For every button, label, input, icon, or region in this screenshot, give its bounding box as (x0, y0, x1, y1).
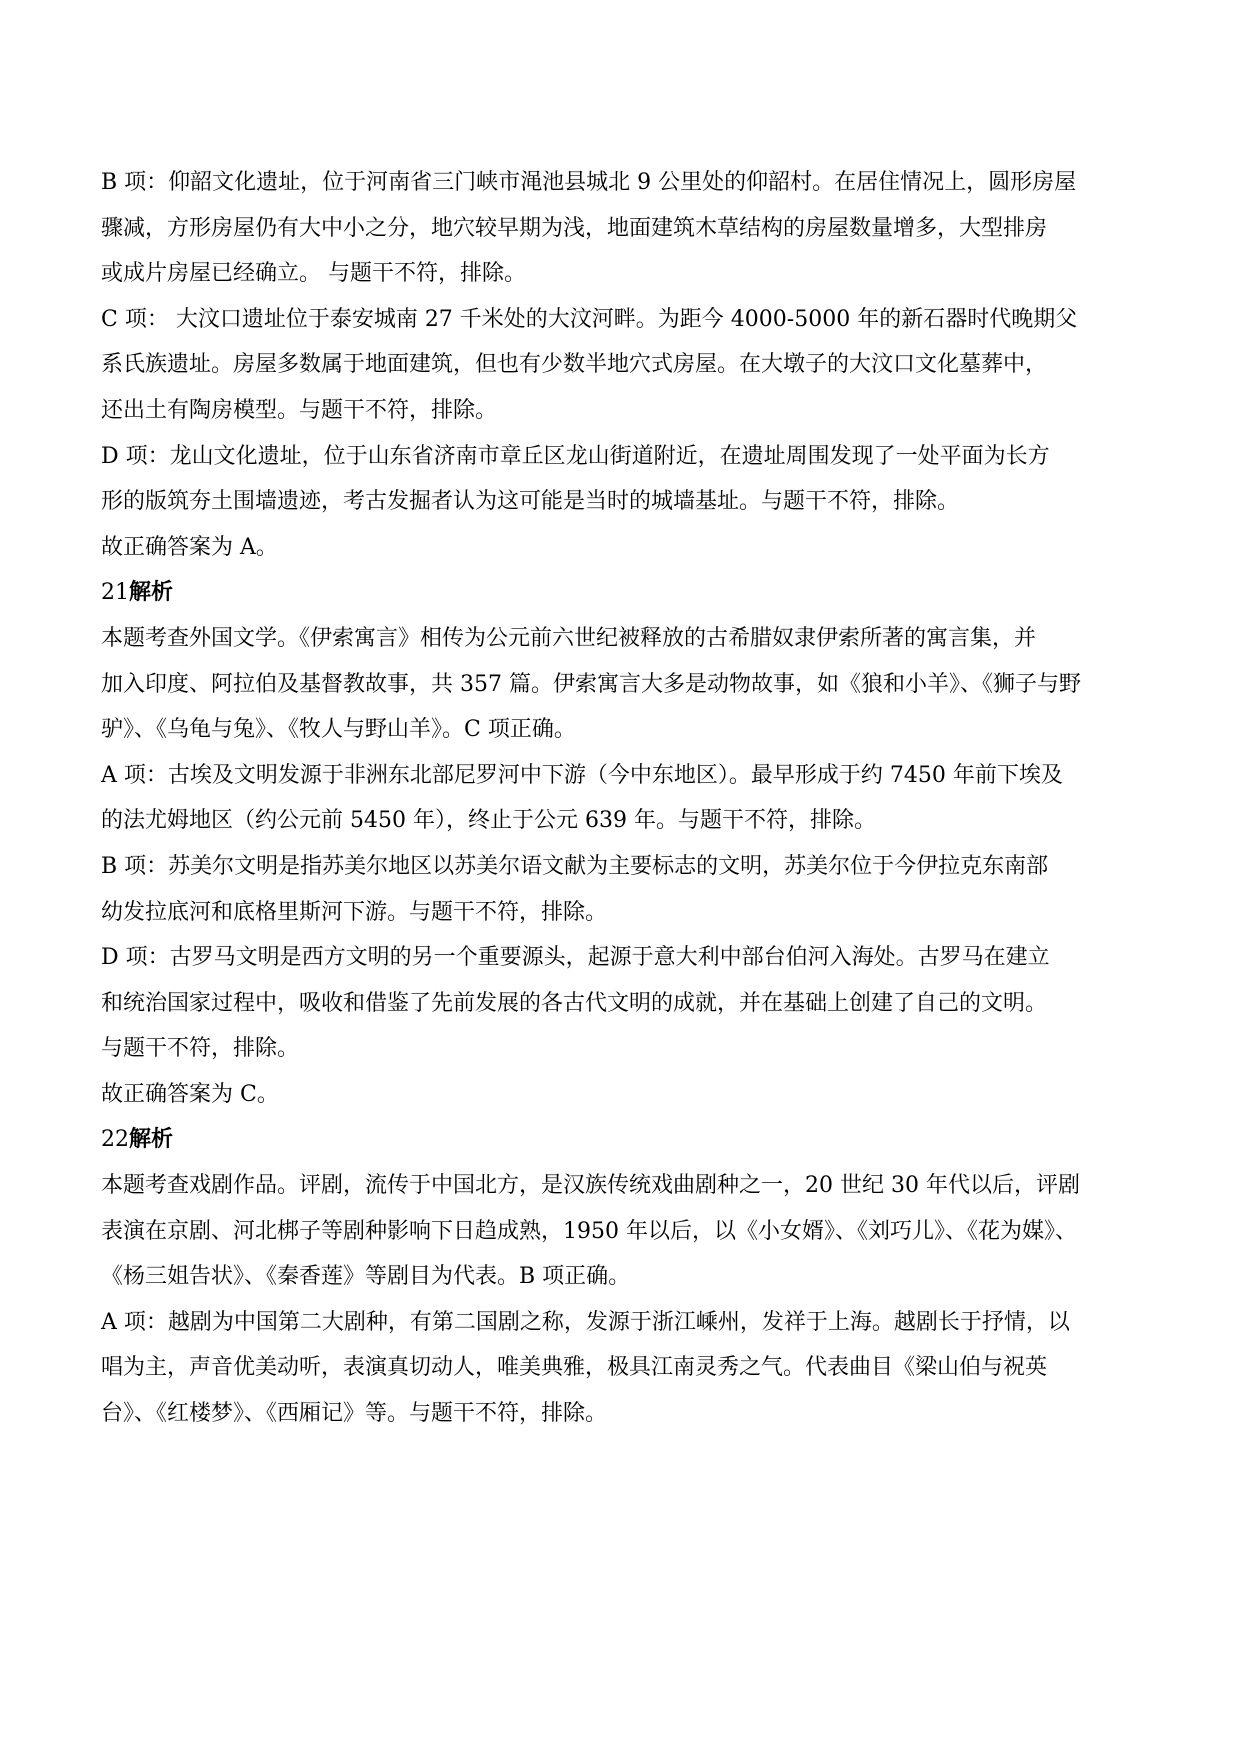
text-line: 和统治国家过程中，吸收和借鉴了先前发展的各古代文明的成就，并在基础上创建了自己的文明。 (101, 990, 1048, 1016)
paragraph (101, 1300, 1151, 1437)
section-label: 解析 (129, 1126, 174, 1153)
section-heading (101, 1117, 1151, 1163)
text-line: 故正确答案为 C。 (101, 1081, 279, 1107)
text-line: A 项：古埃及文明发源于非洲东北部尼罗河中下游（今中东地区）。最早形成于约 7450 年前下埃及 (101, 762, 1063, 788)
text-line: 《杨三姐告状》、《秦香莲》等剧目为代表。B 项正确。 (101, 1264, 631, 1290)
text-line: 本题考查外国文学。《伊索寓言》相传为公元前六世纪被释放的古希腊奴隶伊索所著的寓言集，并 (101, 625, 1037, 651)
paragraph (101, 1072, 1151, 1118)
text-line: D 项：古罗马文明是西方文明的另一个重要源头，起源于意大利中部台伯河入海处。古罗马在建立 (101, 945, 1050, 971)
section-label: 解析 (129, 579, 174, 606)
paragraph (101, 434, 1151, 525)
text-line: 故正确答案为 A。 (101, 534, 278, 560)
text-line: 本题考查戏剧作品。评剧，流传于中国北方，是汉族传统戏曲剧种之一，20 世纪 30 年代以后，评剧 (101, 1173, 1080, 1199)
text-line: B 项：仰韶文化遗址，位于河南省三门峡市渑池县城北 9 公里处的仰韶村。在居住情况上，圆形房屋 (101, 170, 1077, 195)
paragraph (101, 844, 1151, 935)
section-number: 22 (101, 1127, 129, 1153)
text-line: B 项：苏美尔文明是指苏美尔地区以苏美尔语文献为主要标志的文明，苏美尔位于今伊拉克东南部 (101, 853, 1049, 879)
paragraph (101, 297, 1151, 434)
text-line: 驴》、《乌龟与兔》、《牧人与野山羊》。C 项正确。 (101, 717, 576, 743)
paragraph (101, 1163, 1151, 1300)
paragraph (101, 160, 1151, 297)
text-line: D 项：龙山文化遗址，位于山东省济南市章丘区龙山街道附近，在遗址周围发现了一处平面为长方 (101, 443, 1050, 469)
text-line: 的法尤姆地区（约公元前 5450 年），终止于公元 639 年。与题干不符，排除。 (101, 808, 876, 834)
section-heading (101, 570, 1151, 616)
text-line: 幼发拉底河和底格里斯河下游。与题干不符，排除。 (101, 899, 608, 925)
text-line: A 项：越剧为中国第二大剧种，有第二国剧之称，发源于浙江嵊州，发祥于上海。越剧长于抒情，以 (101, 1309, 1070, 1335)
text-line: 还出土有陶房模型。与题干不符，排除。 (101, 397, 498, 423)
section-number: 21 (101, 580, 129, 606)
text-line: 骤减，方形房屋仍有大中小之分，地穴较早期为浅，地面建筑木草结构的房屋数量增多，大型排房 (101, 215, 1048, 241)
paragraph (101, 525, 1151, 571)
paragraph (101, 935, 1151, 1072)
text-line: 唱为主，声音优美动听，表演真切动人，唯美典雅，极具江南灵秀之气。代表曲目《梁山伯与祝英 (101, 1355, 1048, 1381)
text-line: 与题干不符，排除。 (101, 1036, 300, 1062)
text-line: 或成片房屋已经确立。 与题干不符，排除。 (101, 261, 526, 287)
paragraph (101, 753, 1151, 844)
text-line: 表演在京剧、河北梆子等剧种影响下日趋成熟，1950 年以后，以《小女婿》、《刘巧儿》、《花为媒》、 (101, 1218, 1077, 1244)
text-line: 系氏族遗址。房屋多数属于地面建筑，但也有少数半地穴式房屋。在大墩子的大汶口文化墓葬中， (101, 352, 1048, 378)
text-line: 加入印度、阿拉伯及基督教故事，共 357 篇。伊索寓言大多是动物故事，如《狼和小羊》、《狮子与野 (101, 671, 1081, 697)
text-line: C 项： 大汶口遗址位于泰安城南 27 千米处的大汶河畔。为距今 4000-5000 年的新石器时代晚期父 (101, 306, 1078, 332)
paragraph (101, 616, 1151, 753)
text-line: 台》、《红楼梦》、《西厢记》等。与题干不符，排除。 (101, 1401, 608, 1427)
text-line: 形的版筑夯土围墙遗迹，考古发掘者认为这可能是当时的城墙基址。与题干不符，排除。 (101, 489, 960, 515)
document-page (101, 160, 1151, 1437)
